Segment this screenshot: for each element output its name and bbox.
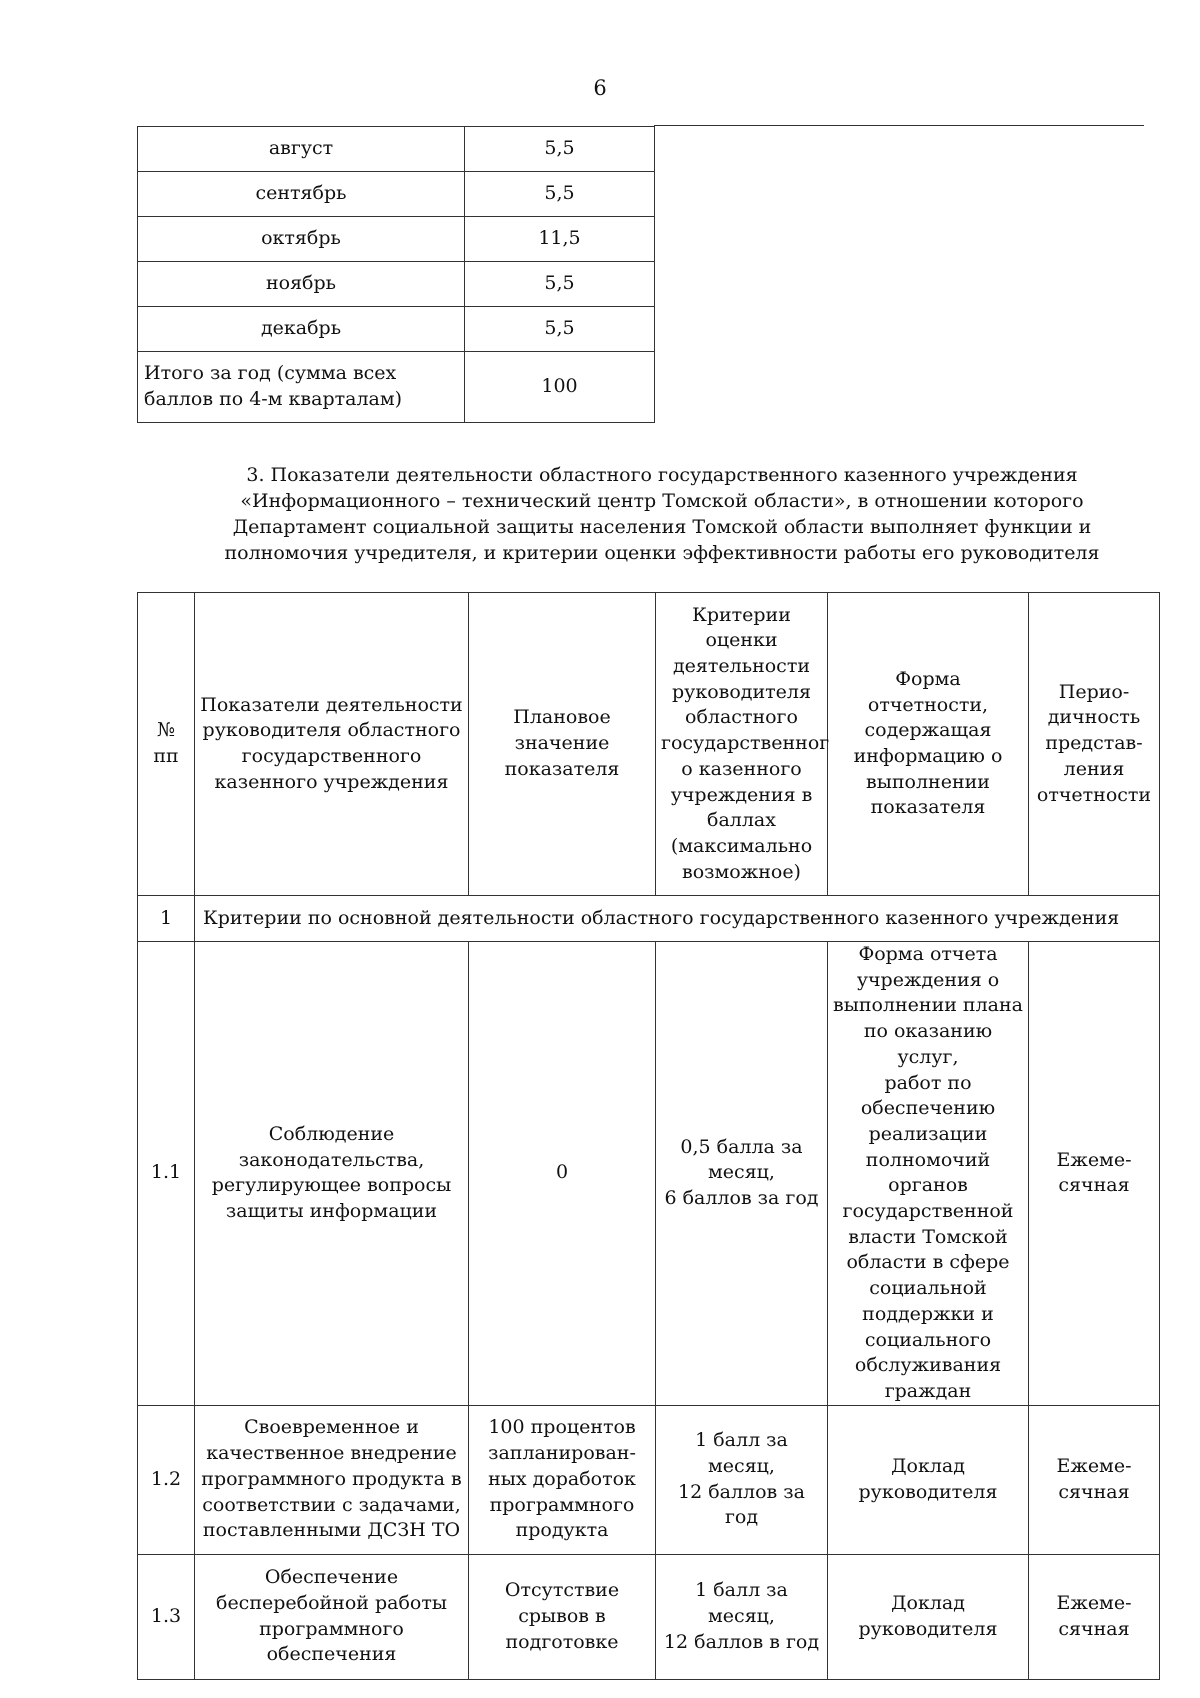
section-row bbox=[138, 896, 1160, 942]
row-indicator: Своевременное и качественное внедрение программного продукта в соответствии с задачами, поставленными ДСЗН ТО bbox=[195, 1405, 469, 1554]
total-label: Итого за год (сумма всех баллов по 4-м кварталам) bbox=[138, 352, 465, 423]
row-indicator: Соблюдение законодательства, регулирующее вопросы защиты информации bbox=[195, 942, 469, 1406]
month-value: 5,5 bbox=[465, 127, 655, 172]
month-label: ноябрь bbox=[138, 262, 465, 307]
month-value: 5,5 bbox=[465, 262, 655, 307]
row-report-form: Форма отчета учреждения о выполнении плана по оказанию услуг, работ по обеспечению реализации полномочий органов государственной власти Томской области в сфере социальной поддержки и социального обслуживания граждан bbox=[828, 942, 1029, 1406]
row-period: Ежеме- сячная bbox=[1029, 942, 1160, 1406]
section-num: 1 bbox=[138, 896, 195, 942]
header-report-form: Форма отчетности, содержащая информацию о выполнении показателя bbox=[828, 593, 1029, 896]
row-plan: 0 bbox=[469, 942, 656, 1406]
row-criteria: 1 балл за месяц, 12 баллов за год bbox=[656, 1405, 828, 1554]
row-num: 1.3 bbox=[138, 1554, 195, 1679]
total-row bbox=[138, 352, 655, 423]
section-title: Критерии по основной деятельности областного государственного казенного учреждения bbox=[195, 896, 1160, 942]
row-plan: Отсутствие срывов в подготовке bbox=[469, 1554, 656, 1679]
header-row bbox=[138, 593, 1160, 896]
header-criteria: Критерии оценки деятельности руководителя областного государственног о казенного учреждения в баллах (максимально возможное) bbox=[656, 593, 828, 896]
row-criteria: 1 балл за месяц, 12 баллов в год bbox=[656, 1554, 828, 1679]
months-points-table bbox=[137, 126, 655, 423]
indicators-table bbox=[137, 592, 1160, 1680]
row-num: 1.1 bbox=[138, 942, 195, 1406]
table-row bbox=[138, 1554, 1160, 1679]
table-row bbox=[138, 172, 655, 217]
table-row bbox=[138, 262, 655, 307]
month-label: декабрь bbox=[138, 307, 465, 352]
header-indicator: Показатели деятельности руководителя областного государственного казенного учреждения bbox=[195, 593, 469, 896]
row-period: Ежеме- сячная bbox=[1029, 1405, 1160, 1554]
row-report-form: Доклад руководителя bbox=[828, 1405, 1029, 1554]
row-indicator: Обеспечение бесперебойной работы программного обеспечения bbox=[195, 1554, 469, 1679]
total-value: 100 bbox=[465, 352, 655, 423]
row-num: 1.2 bbox=[138, 1405, 195, 1554]
header-plan: Плановое значение показателя bbox=[469, 593, 656, 896]
table-row bbox=[138, 217, 655, 262]
month-value: 11,5 bbox=[465, 217, 655, 262]
page-number: 6 bbox=[593, 76, 607, 100]
row-plan: 100 процентов запланирован- ных доработок программного продукта bbox=[469, 1405, 656, 1554]
month-label: октябрь bbox=[138, 217, 465, 262]
section-3-heading: 3. Показатели деятельности областного государственного казенного учреждения «Информационного – технический центр Томской области», в отношении которого Департамент социальной защиты населения Томской области выполняет функции и полномочия учредителя, и критерии оценки эффективности работы его руководителя bbox=[224, 464, 1100, 564]
row-period: Ежеме- сячная bbox=[1029, 1554, 1160, 1679]
month-label: сентябрь bbox=[138, 172, 465, 217]
table-row bbox=[138, 942, 1160, 1406]
table-row bbox=[138, 127, 655, 172]
month-label: август bbox=[138, 127, 465, 172]
header-period: Перио- дичность представ- ления отчетности bbox=[1029, 593, 1160, 896]
table-row bbox=[138, 307, 655, 352]
header-num: № пп bbox=[138, 593, 195, 896]
header-rule bbox=[654, 125, 1144, 126]
row-criteria: 0,5 балла за месяц, 6 баллов за год bbox=[656, 942, 828, 1406]
row-report-form: Доклад руководителя bbox=[828, 1554, 1029, 1679]
table-row bbox=[138, 1405, 1160, 1554]
month-value: 5,5 bbox=[465, 307, 655, 352]
month-value: 5,5 bbox=[465, 172, 655, 217]
